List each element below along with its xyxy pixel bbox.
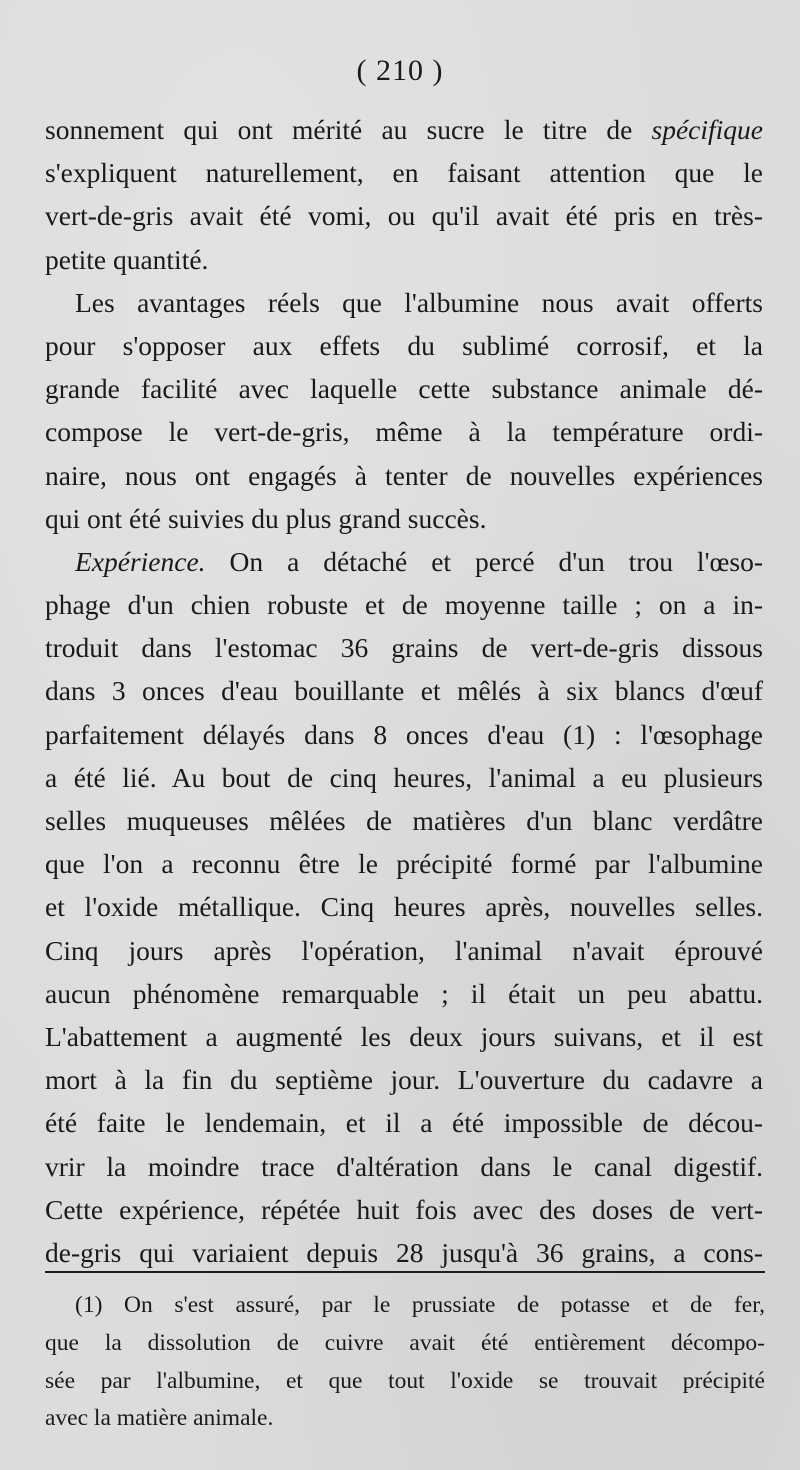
footnote xyxy=(45,1287,765,1438)
italic-lead: Expérience. xyxy=(75,545,206,577)
text-line: selles muqueuses mêlées de matières d'un blanc verdâtre xyxy=(45,805,763,836)
text-line: Cinq jours après l'opération, l'animal n'avait éprouvé xyxy=(45,934,763,966)
text-line: grande facilité avec laquelle cette substance animale dé- xyxy=(45,373,763,405)
text-line: Cette expérience, répétée huit fois avec des doses de vert- xyxy=(45,1193,763,1225)
text-line: vrir la moindre trace d'altération dans le canal digestif. xyxy=(45,1150,763,1182)
text-line: pour s'opposer aux effets du sublimé corrosif, et la xyxy=(45,329,763,361)
text-line: naire, nous ont engagés à tenter de nouvelles expériences xyxy=(45,459,763,491)
footnote-line: avec la matière animale. xyxy=(45,1405,274,1432)
text-line: de-gris qui variaient depuis 28 jusqu'à 36 grains, a cons- xyxy=(45,1236,763,1268)
footnote-line: que la dissolution de cuivre avait été entièrement décompo- xyxy=(45,1329,765,1356)
page-number: ( 210 ) xyxy=(356,54,444,87)
text-line: a été lié. Au bout de cinq heures, l'animal a eu plusieurs xyxy=(45,761,763,793)
text-line: petite quantité. xyxy=(45,243,209,275)
main-text xyxy=(45,108,763,1274)
text-line: été faite le lendemain, et il a été impossible de décou- xyxy=(45,1107,763,1139)
footnote-rule xyxy=(45,1271,765,1273)
text-line: compose le vert-de-gris, même à la température ordi- xyxy=(45,416,763,448)
text-line: Les avantages réels que l'albumine nous avait offerts xyxy=(75,286,763,318)
text-line: vert-de-gris avait été vomi, ou qu'il avait été pris en très- xyxy=(45,200,763,232)
text-line: L'abattement a augmenté les deux jours suivans, et il est xyxy=(45,1020,763,1052)
text-line: s'expliquent naturellement, en faisant attention que le xyxy=(45,157,763,189)
text-line: troduit dans l'estomac 36 grains de vert-de-gris dissous xyxy=(45,632,763,664)
text-line: qui ont été suivies du plus grand succès. xyxy=(45,502,487,534)
text-line: dans 3 onces d'eau bouillante et mêlés à six blancs d'œuf xyxy=(45,675,763,707)
text-line: que l'on a reconnu être le précipité formé par l'albumine xyxy=(45,848,763,880)
text-line: mort à la fin du septième jour. L'ouverture du cadavre a xyxy=(45,1064,763,1096)
footnote-line: sée par l'albumine, et que tout l'oxide se trouvait précipité xyxy=(45,1367,765,1394)
text-line: et l'oxide métallique. Cinq heures après, nouvelles selles. xyxy=(45,891,763,923)
text-line: sonnement qui ont mérité au sucre le titre de spécifique xyxy=(45,114,763,145)
footnote-line: (1) On s'est assuré, par le prussiate de potasse et de fer, xyxy=(75,1292,765,1318)
text-line: Expérience. On a détaché et percé d'un trou l'œso- xyxy=(75,545,763,577)
text-line: phage d'un chien robuste et de moyenne taille ; on a in- xyxy=(45,589,763,621)
text-line: aucun phénomène remarquable ; il était un peu abattu. xyxy=(45,977,763,1009)
text-line: parfaitement délayés dans 8 onces d'eau (1) : l'œsophage xyxy=(45,718,763,750)
italic-word: spécifique xyxy=(651,114,763,145)
